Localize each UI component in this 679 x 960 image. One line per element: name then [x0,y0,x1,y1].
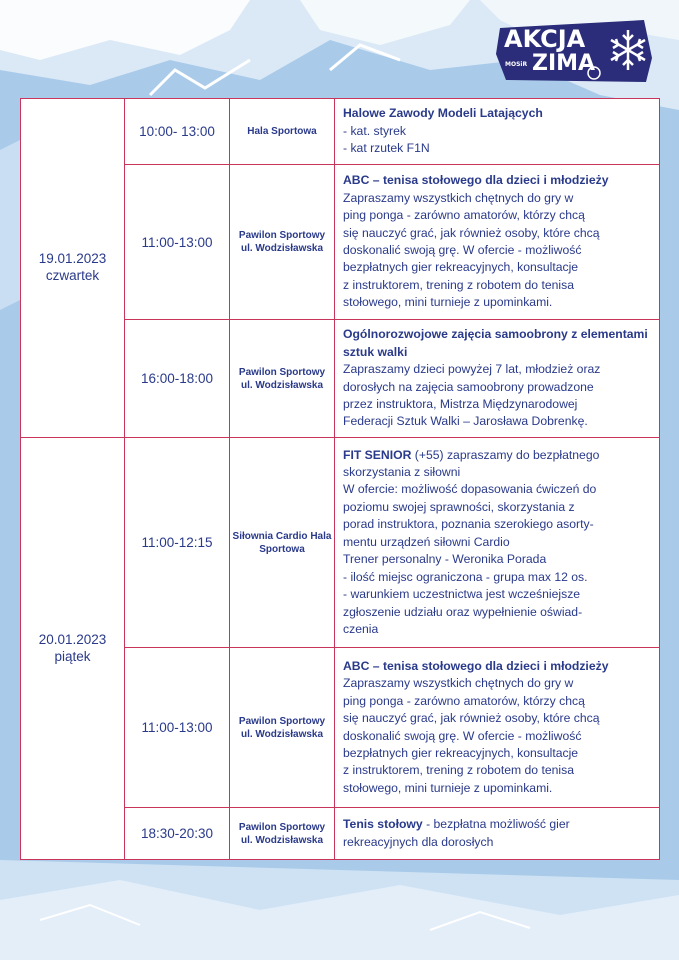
time-cell: 11:00-12:15 [125,438,230,648]
date-cell [21,99,125,438]
logo-line2: ZIMA [532,51,596,76]
table-row [21,438,660,648]
time-cell: 11:00-13:00 [125,165,230,320]
place-cell: Hala Sportowa [230,99,335,165]
place-cell: Pawilon Sportowy ul. Wodzisławska [230,320,335,438]
event-title: ABC – tenisa stołowego dla dzieci i młodzieży [343,173,609,188]
place-cell: Pawilon Sportowy ul. Wodzisławska [230,808,335,860]
akcja-zima-logo [496,18,656,84]
description-cell: ABC – tenisa stołowego dla dzieci i młodzieży Zapraszamy wszystkich chętnych do gry w ping ponga - zarówno amatorów, którzy chcą się nauczyć grać, jak również osoby, które chcą doskonalić swoją grę. W ofercie - możliwość bezpłatnych gier rekreacyjnych, konsultacje z instruktorem, trening z robotem do tenisa stołowego, mini turnieje z upominkami. [335,648,660,808]
time-cell: 11:00-13:00 [125,648,230,808]
logo-line1: AKCJA [504,25,586,53]
schedule-table [20,98,660,860]
time-cell: 16:00-18:00 [125,320,230,438]
event-title: Ogólnorozwojowe zajęcia samoobrony z elementami sztuk walki [343,327,648,359]
table-row [21,99,660,165]
weekday: piątek [54,648,91,664]
description-cell: Halowe Zawody Modeli Latających - kat. styrek - kat rzutek F1N [335,99,660,165]
weekday: czwartek [45,268,100,283]
place-cell: Pawilon Sportowy ul. Wodzisławska [230,165,335,320]
date: 19.01.2023 [38,251,107,267]
time-cell: 18:30-20:30 [125,808,230,860]
event-title: Tenis stołowy [343,817,423,832]
description-cell: Ogólnorozwojowe zajęcia samoobrony z elementami sztuk walki Zapraszamy dzieci powyżej 7 lat, młodzież oraz dorosłych na zajęcia samoobrony prowadzone przez instruktora, Mistrza Międzynarodowej Federacji Sztuk Walki – Jarosława Dobrenkę. [335,320,660,438]
date: 20.01.2023 [38,631,107,647]
description-cell: Tenis stołowy - bezpłatna możliwość gier rekreacyjnych dla dorosłych [335,808,660,860]
event-title: ABC – tenisa stołowego dla dzieci i młodzieży [343,658,609,673]
description-cell: FIT SENIOR (+55) zapraszamy do bezpłatnego skorzystania z siłowni W ofercie: możliwość dopasowania ćwiczeń do poziomu swojej sprawności, skorzystania z porad instruktora, poznania szerokiego asorty- mentu urządzeń siłowni Cardio Trener personalny - Weronika Porada - ilość miejsc ograniczona - grupa max 12 os. - warunkiem uczestnictwa jest wcześniejsze zgłoszenie udziału oraz wypełnienie oświad- czenia [335,438,660,648]
event-title: Halowe Zawody Modeli Latających [343,106,543,121]
date-cell [21,438,125,860]
place-cell: Pawilon Sportowy ul. Wodzisławska [230,648,335,808]
logo-tag: MOSiR [505,61,528,68]
event-title: FIT SENIOR [343,447,412,462]
description-cell: ABC – tenisa stołowego dla dzieci i młodzieży Zapraszamy wszystkich chętnych do gry w ping ponga - zarówno amatorów, którzy chcą się nauczyć grać, jak również osoby, które chcą doskonalić swoją grę. W ofercie - możliwość bezpłatnych gier rekreacyjnych, konsultacje z instruktorem, trening z robotem do tenisa stołowego, mini turnieje z upominkami. [335,165,660,320]
place-cell: Siłownia Cardio Hala Sportowa [230,438,335,648]
time-cell: 10:00- 13:00 [125,99,230,165]
